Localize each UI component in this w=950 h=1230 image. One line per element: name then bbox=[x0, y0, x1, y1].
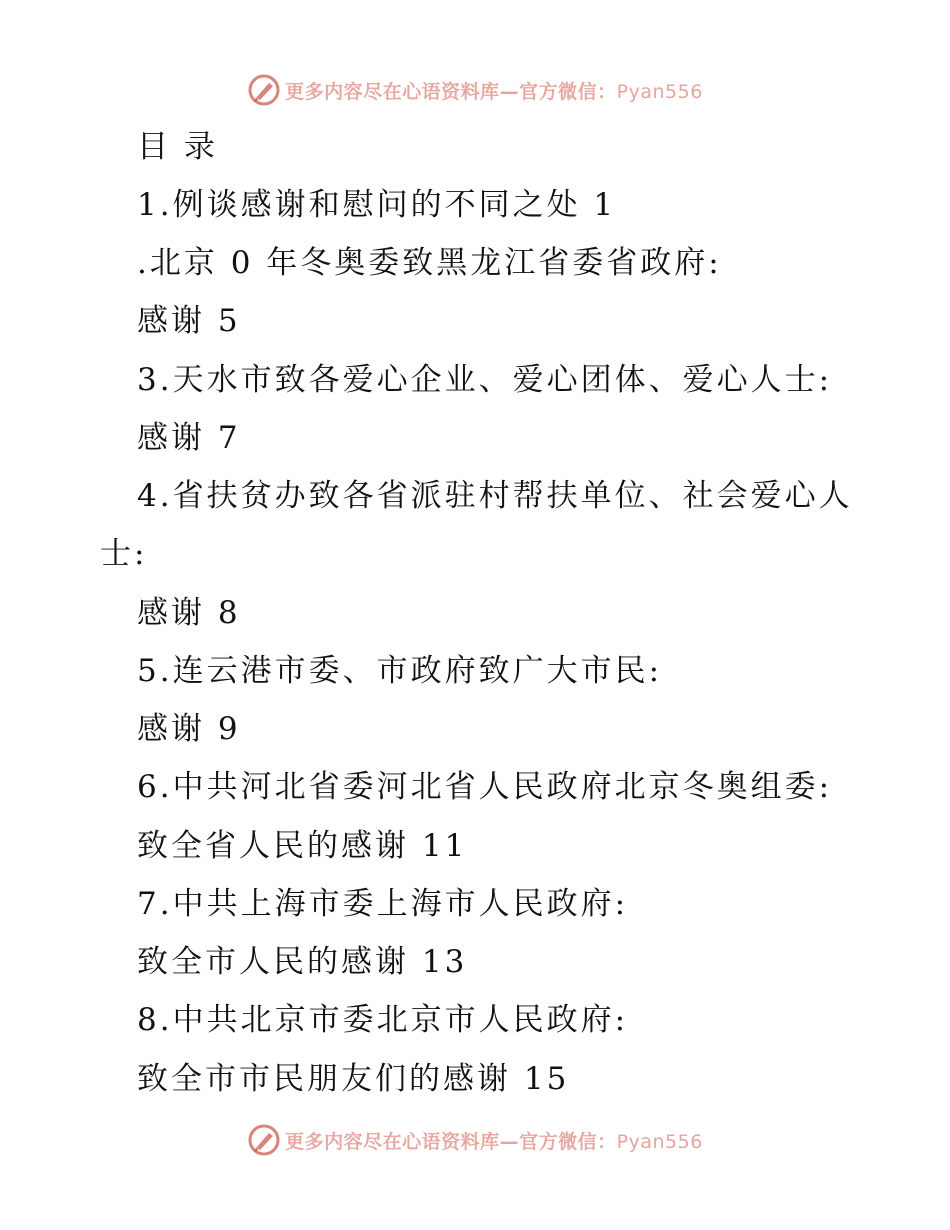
toc-entry: 致全省人民的感谢 11 bbox=[137, 828, 468, 864]
pen-logo-icon bbox=[247, 1123, 281, 1157]
toc-entry: 5.连云港市委、市政府致广大市民: bbox=[137, 653, 663, 689]
toc-entry: 1.例谈感谢和慰问的不同之处 1 bbox=[137, 187, 617, 223]
toc-entry: 6.中共河北省委河北省人民政府北京冬奥组委: bbox=[137, 769, 833, 805]
toc-entry: .北京 0 年冬奥委致黑龙江省委省政府: bbox=[137, 245, 722, 281]
toc-entry: 7.中共上海市委上海市人民政府: bbox=[137, 886, 629, 922]
footer-banner bbox=[0, 1120, 950, 1160]
footer-banner-text: 更多内容尽在心语资料库—官方微信：Pyan556 bbox=[285, 1130, 703, 1153]
toc-entry: 致全市人民的感谢 13 bbox=[137, 944, 468, 980]
toc-entry: 感谢 9 bbox=[137, 711, 241, 747]
header-banner-text: 更多内容尽在心语资料库—官方微信：Pyan556 bbox=[285, 80, 703, 103]
toc-entry: 4.省扶贫办致各省派驻村帮扶单位、社会爱心人 bbox=[137, 478, 853, 514]
header-banner bbox=[0, 70, 950, 110]
toc-entry: 致全市市民朋友们的感谢 15 bbox=[137, 1061, 570, 1097]
toc-entry: 感谢 8 bbox=[137, 595, 241, 631]
toc-title: 目 录 bbox=[137, 129, 218, 165]
toc-entry: 感谢 5 bbox=[137, 303, 241, 339]
toc-entry: 8.中共北京市委北京市人民政府: bbox=[137, 1002, 629, 1038]
pen-logo-icon bbox=[247, 73, 281, 107]
toc-entry: 感谢 7 bbox=[137, 420, 241, 456]
toc-entry-continuation: 士: bbox=[100, 536, 148, 572]
toc-entry: 3.天水市致各爱心企业、爱心团体、爱心人士: bbox=[137, 362, 833, 398]
